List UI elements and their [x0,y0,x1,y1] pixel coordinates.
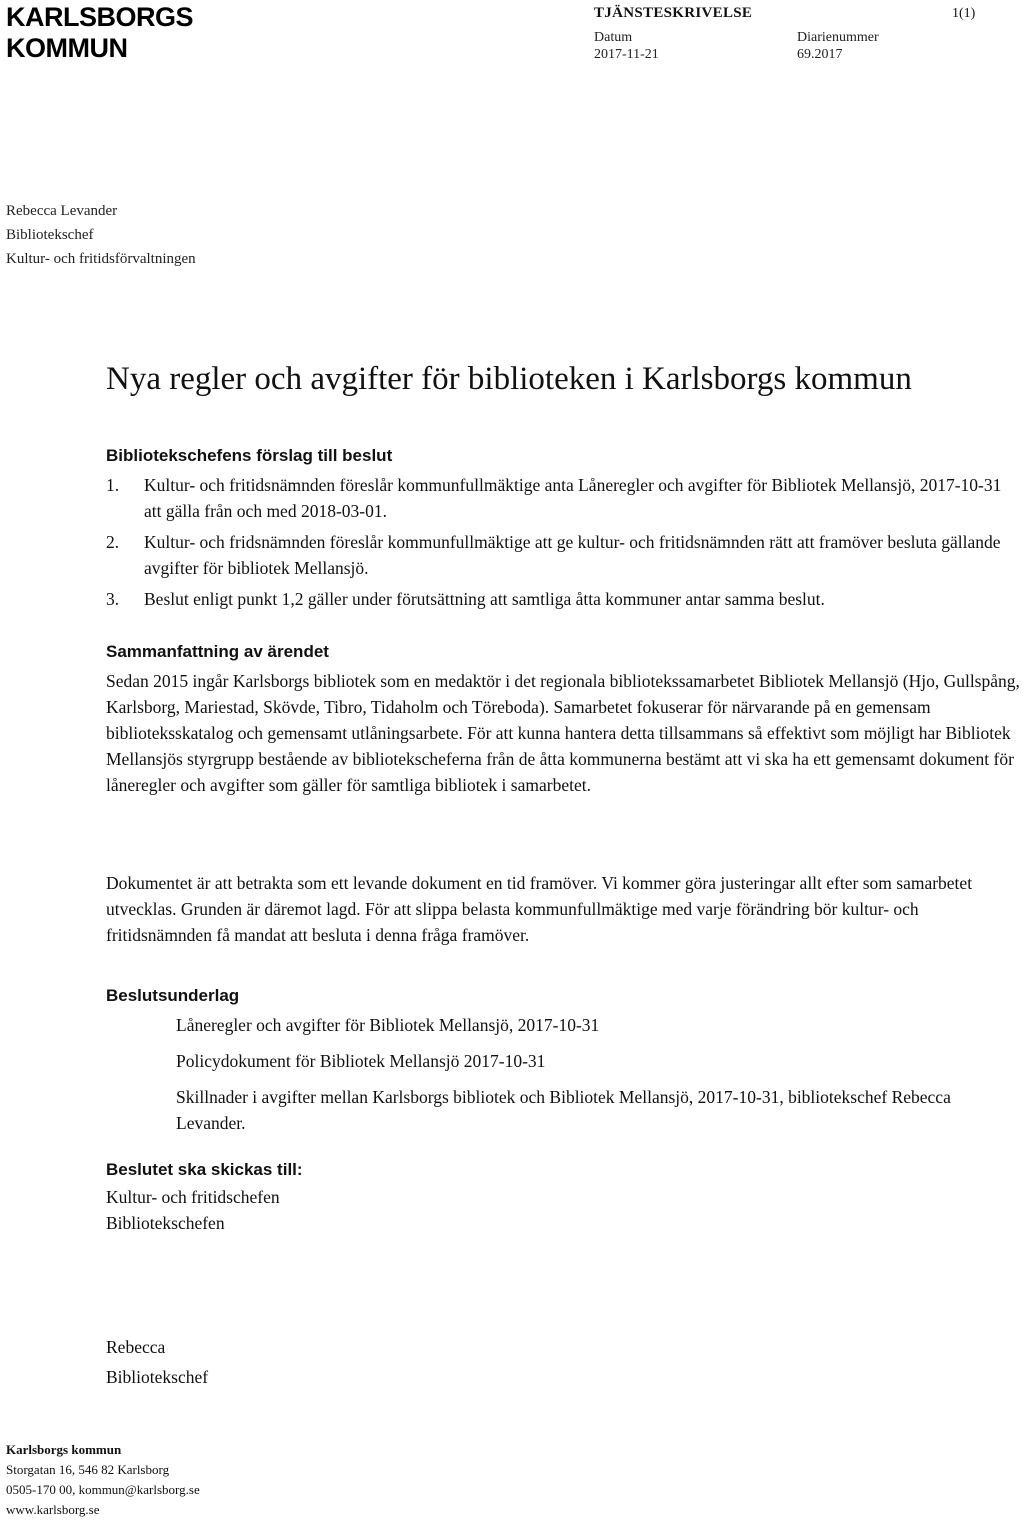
sender-name: Rebecca Levander [6,203,118,219]
basis-list [176,1012,956,1146]
diary-number-label: Diarienummer [797,30,879,45]
footer-address: Storgatan 16, 546 82 Karlsborg [6,1462,170,1477]
sender-department: Kultur- och fritidsförvaltningen [6,251,196,267]
diary-number-value: 69.2017 [797,47,843,62]
footer-org: Karlsborgs kommun [6,1442,122,1457]
basis-item: Policydokument för Bibliotek Mellansjö 2017-10-31 [176,1051,546,1071]
decision-text: Kultur- och fridsnämnden föreslår kommunfullmäktige att ge kultur- och fritidsnämnden rätt att framöver besluta gällande avgifter för bibliotek Mellansjö. [144,532,1001,578]
decision-list [106,472,1006,617]
signature-role: Bibliotekschef [106,1367,209,1387]
summary-paragraph-1: Sedan 2015 ingår Karlsborgs bibliotek som en medaktör i det regionala bibliotekssamarbetet Bibliotek Mellansjö (Hjo, Gullspång, Karlsborg, Mariestad, Skövde, Tibro, Tidaholm och Töreboda). Samarbetet fokuserar för närvarande på en gemensam biblioteksskatalog och gemensamt utlåningsarbete. För att kunna hantera detta tillsammans så effektivt som möjligt har Bibliotek Mellansjös styrgrupp bestående av bibliotekscheferna från de åtta kommunerna bestämt att vi ska ha ett gemensamt dokument för låneregler och avgifter som gäller för samtliga bibliotek i samarbetet. [106,671,1020,795]
decision-item: 2. Kultur- och fridsnämnden föreslår kommunfullmäktige att ge kultur- och fritidsnämnden rätt att framöver besluta gällande avgifter för bibliotek Mellansjö. [106,532,1001,578]
send-to-heading: Beslutet ska skickas till: [106,1160,303,1179]
document-title: Nya regler och avgifter för biblioteken i Karlsborgs kommun [106,361,912,397]
decision-item: 1. Kultur- och fritidsnämnden föreslår kommunfullmäktige anta Låneregler och avgifter för Bibliotek Mellansjö, 2017-10-31 att gälla från och med 2018-03-01. [106,475,1002,521]
recipient-list [106,1184,280,1236]
page-number: 1(1) [952,6,976,21]
sender-role: Bibliotekschef [6,227,94,243]
summary-paragraph-2: Dokumentet är att betrakta som ett levande dokument en tid framöver. Vi kommer göra justeringar allt efter som samarbetet utvecklas. Grunden är däremot lagd. För att slippa belasta kommunfullmäktige med varje förändring bör kultur- och fritidsnämnden få mandat att besluta i denna fråga framöver. [106,873,973,945]
proposal-heading: Bibliotekschefens förslag till beslut [106,446,393,465]
date-value: 2017-11-21 [594,47,659,62]
signature-block [106,1332,208,1392]
date-label: Datum [594,30,633,45]
signature-name: Rebecca [106,1337,166,1357]
footer-website: www.karlsborg.se [6,1502,100,1517]
decision-item: 3. Beslut enligt punkt 1,2 gäller under förutsättning att samtliga åtta kommuner antar samma beslut. [106,589,825,609]
document-type: TJÄNSTESKRIVELSE [594,5,753,21]
municipality-logo [6,2,193,64]
logo-line-2: KOMMUN [6,33,128,63]
decision-text: Kultur- och fritidsnämnden föreslår kommunfullmäktige anta Låneregler och avgifter för Bibliotek Mellansjö, 2017-10-31 att gälla från och med 2018-03-01. [144,475,1002,521]
footer-contact [6,1440,200,1520]
footer-contact-line: 0505-170 00, kommun@karlsborg.se [6,1482,200,1497]
recipient: Bibliotekschefen [106,1213,225,1233]
logo-line-1: KARLSBORGS [6,2,194,32]
recipient: Kultur- och fritidschefen [106,1187,280,1207]
basis-heading: Beslutsunderlag [106,986,240,1005]
sender-block [6,199,196,271]
basis-item: Låneregler och avgifter för Bibliotek Mellansjö, 2017-10-31 [176,1015,600,1035]
decision-text: Beslut enligt punkt 1,2 gäller under förutsättning att samtliga åtta kommuner antar samma beslut. [144,589,825,609]
summary-heading: Sammanfattning av ärendet [106,642,329,661]
basis-item: Skillnader i avgifter mellan Karlsborgs bibliotek och Bibliotek Mellansjö, 2017-10-31, bibliotekschef Rebecca Levander. [176,1087,951,1133]
